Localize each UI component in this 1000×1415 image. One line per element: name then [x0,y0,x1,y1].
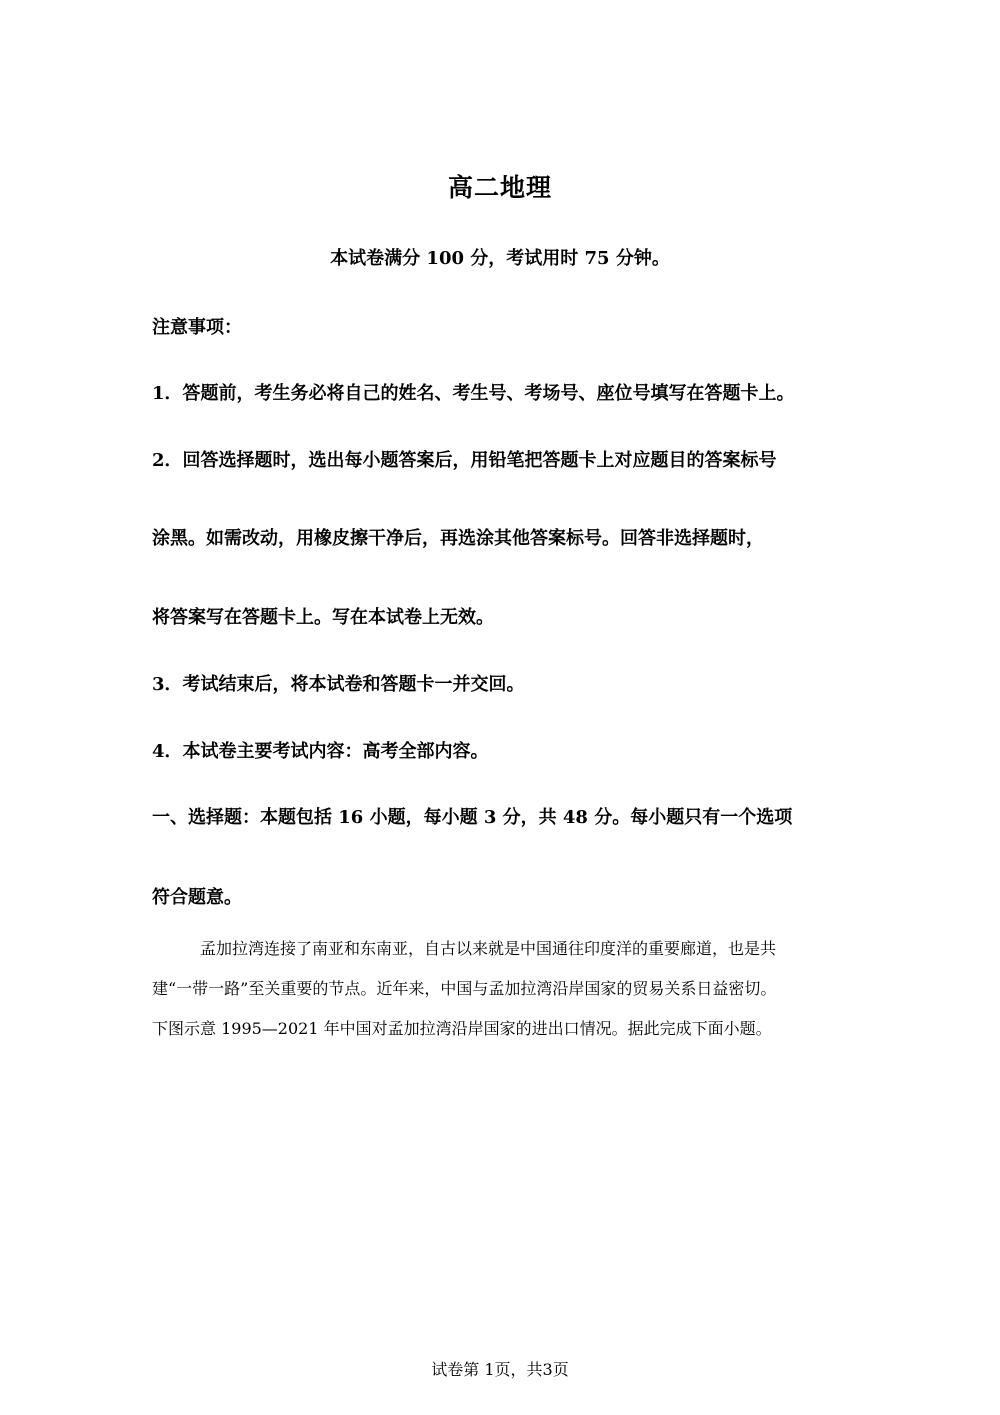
section-heading: 一、选择题：本题包括 16 小题，每小题 3 分，共 48 分。每小题只有一个选项 [152,807,793,828]
page-title: 高二地理 [447,173,552,202]
notice-item-4: 4．本试卷主要考试内容：高考全部内容。 [152,741,489,762]
passage-line-1: 孟加拉湾连接了南亚和东南亚，自古以来就是中国通往印度洋的重要廊道，也是共 [200,939,777,958]
notice-item-2-line-2: 涂黑。如需改动，用橡皮擦干净后，再选涂其他答案标号。回答非选择题时， [152,528,764,549]
notice-heading: 注意事项： [152,317,242,338]
notice-item-1: 1．答题前，考生务必将自己的姓名、考生号、考场号、座位号填写在答题卡上。 [152,383,795,404]
notice-item-2-line-3: 将答案写在答题卡上。写在本试卷上无效。 [152,607,494,628]
notice-item-3: 3．考试结束后，将本试卷和答题卡一并交回。 [152,674,525,695]
exam-info: 本试卷满分 100 分，考试用时 75 分钟。 [330,248,670,269]
page-footer: 试卷第 1页，共3页 [431,1360,569,1379]
passage-line-3: 下图示意 1995—2021 年中国对孟加拉湾沿岸国家的进出口情况。据此完成下面小题。 [152,1019,772,1038]
notice-item-2: 2．回答选择题时，选出每小题答案后，用铅笔把答题卡上对应题目的答案标号 [152,450,777,471]
section-heading-line-2: 符合题意。 [152,887,242,908]
passage-line-2: 建“一带一路”至关重要的节点。近年来，中国与孟加拉湾沿岸国家的贸易关系日益密切。 [152,979,777,998]
